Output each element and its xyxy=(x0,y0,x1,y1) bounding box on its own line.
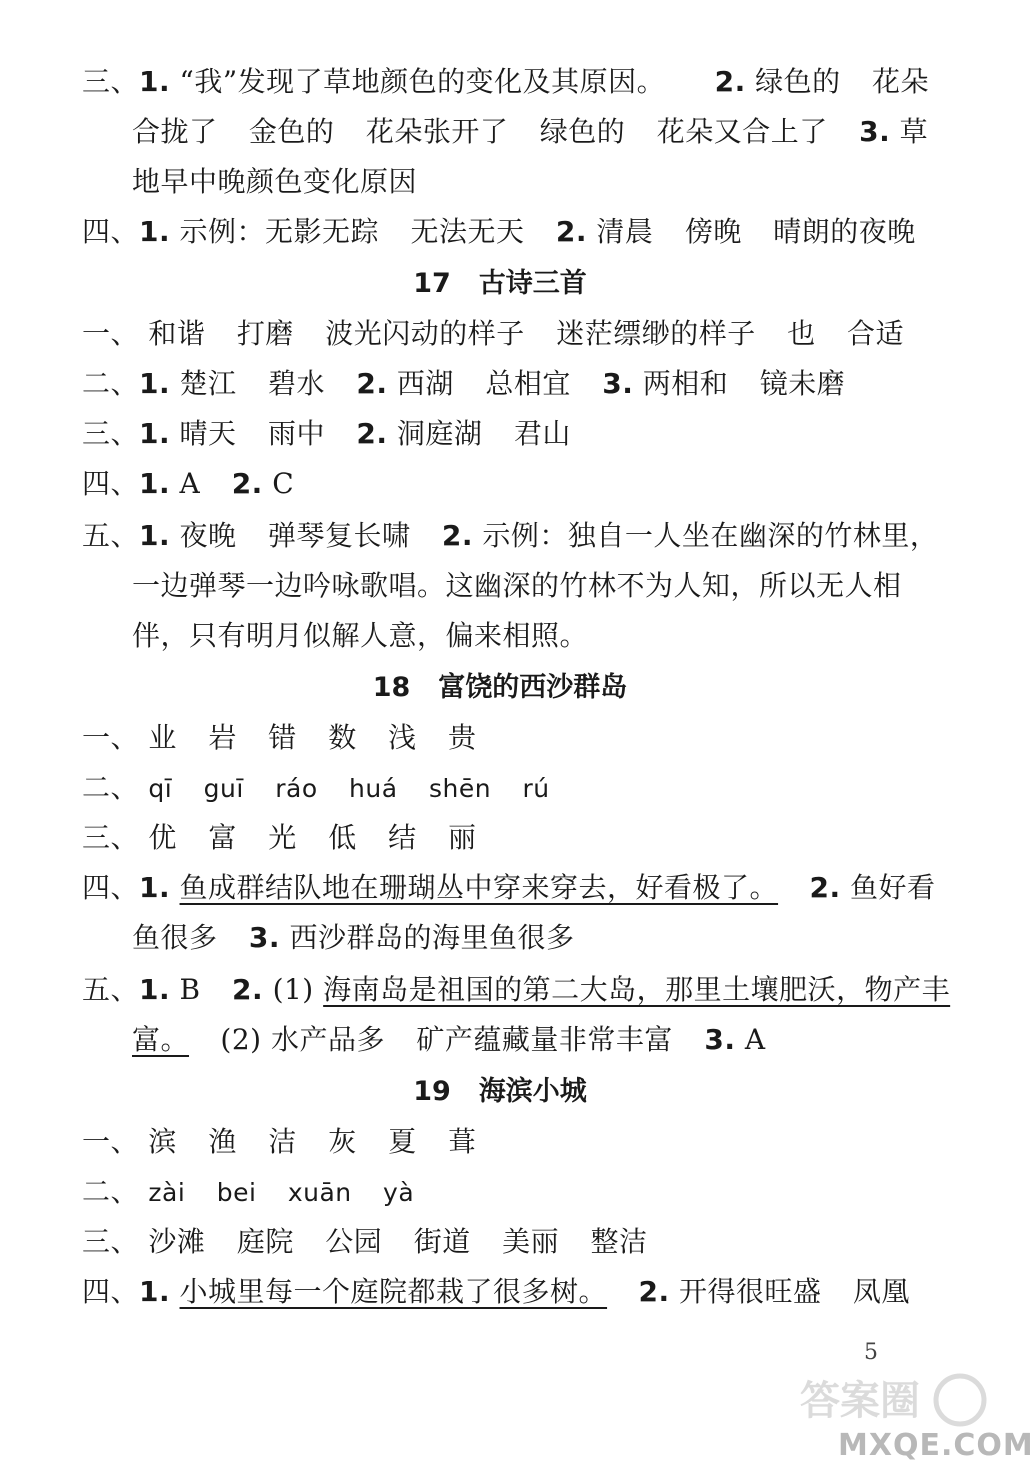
answer-line: 伴，只有明月似解人意，偏来相照。 xyxy=(132,619,589,652)
section-title: 17 古诗三首 xyxy=(413,268,587,299)
answer-line: 四、1. 示例：无影无踪 无法无天 2. 清晨 傍晚 晴朗的夜晚 xyxy=(82,215,916,248)
answer-line: 五、1. B 2. (1) 海南岛是祖国的第二大岛，那里土壤肥沃，物产丰 xyxy=(82,973,951,1006)
answer-line: 五、1. 夜晚 弹琴复长啸 2. 示例：独自一人坐在幽深的竹林里， xyxy=(82,519,939,552)
answer-line: 三、 沙滩 庭院 公园 街道 美丽 整洁 xyxy=(82,1225,648,1258)
section-title: 18 富饶的西沙群岛 xyxy=(372,672,628,703)
answer-line: 一、 和谐 打磨 波光闪动的样子 迷茫缥缈的样子 也 合适 xyxy=(82,317,905,350)
answer-line: 鱼很多 3. 西沙群岛的海里鱼很多 xyxy=(132,921,575,954)
answer-line: 二、 zài bei xuān yà xyxy=(82,1175,415,1208)
answer-line: 三、 优 富 光 低 结 丽 xyxy=(82,821,477,854)
answer-line: 四、1. 鱼成群结队地在珊瑚丛中穿来穿去，好看极了。 2. 鱼好看 xyxy=(82,871,936,904)
answer-line: 一、 业 岩 错 数 浅 贵 xyxy=(82,721,477,754)
answer-line: 三、1. “我”发现了草地颜色的变化及其原因。 2. 绿色的 花朵 xyxy=(82,65,930,98)
watermark-logo-text: 答案圈 xyxy=(800,1378,920,1424)
answer-line: 三、1. 晴天 雨中 2. 洞庭湖 君山 xyxy=(82,417,571,450)
watermark-text: MXQE.COM xyxy=(838,1428,1034,1463)
answer-line: 合拢了 金色的 花朵张开了 绿色的 花朵又合上了 3. 草 xyxy=(132,115,929,148)
answer-line: 四、1. A 2. C xyxy=(82,467,295,500)
answer-line: 富。 (2) 水产品多 矿产蕴藏量非常丰富 3. A xyxy=(132,1023,766,1056)
answer-line: 地早中晚颜色变化原因 xyxy=(132,165,418,198)
answer-line: 二、 qī guī ráo huá shēn rú xyxy=(82,771,550,804)
answer-line: 四、1. 小城里每一个庭院都栽了很多树。 2. 开得很旺盛 凤凰 xyxy=(82,1275,910,1308)
answer-line: 二、1. 楚江 碧水 2. 西湖 总相宜 3. 两相和 镜未磨 xyxy=(82,367,846,400)
answer-line: 一、 滨 渔 洁 灰 夏 葺 xyxy=(82,1125,477,1158)
page-number: 5 xyxy=(864,1340,878,1365)
section-title: 19 海滨小城 xyxy=(413,1076,587,1107)
answer-line: 一边弹琴一边吟咏歌唱。这幽深的竹林不为人知，所以无人相 xyxy=(132,569,902,602)
